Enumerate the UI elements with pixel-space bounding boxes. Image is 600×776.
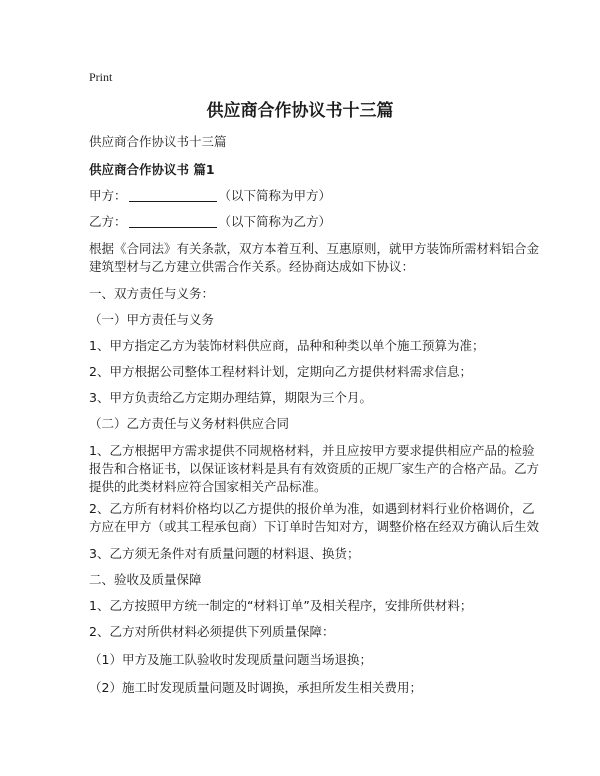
clause-b3: 3、乙方须无条件对有质量问题的材料退、换货； bbox=[89, 546, 360, 561]
party-a-suffix: （以下简称为甲方） bbox=[218, 188, 332, 203]
party-b-blank bbox=[129, 215, 217, 228]
clause-b2-line-1: 2、乙方所有材料价格均以乙方提供的报价单为准，如遇到材料行业价格调价，乙 bbox=[89, 501, 535, 516]
party-b-label: 乙方： bbox=[89, 214, 127, 229]
clause-c1: 1、乙方按照甲方统一制定的“材料订单”及相关程序，安排所供材料； bbox=[89, 598, 473, 613]
party-b-suffix: （以下简称为乙方） bbox=[218, 214, 332, 229]
clause-a1: 1、甲方指定乙方为装饰材料供应商，品种和种类以单个施工预算为准； bbox=[89, 338, 485, 353]
clause-b1-line-3: 提供的此类材料应符合国家相关产品标准。 bbox=[89, 479, 327, 494]
intro-paragraph bbox=[89, 240, 540, 276]
doc-subtitle: 供应商合作协议书十三篇 bbox=[89, 134, 227, 149]
party-a-label: 甲方： bbox=[89, 188, 127, 203]
clause-d1: （1）甲方及施工队验收时发现质量问题当场退换； bbox=[89, 652, 372, 667]
clause-b1-line-1: 1、乙方根据甲方需求提供不同规格材料，并且应按甲方要求提供相应产品的检验 bbox=[89, 443, 535, 458]
clause-b1-line-2: 报告和合格证书，以保证该材料是具有有效资质的正规厂家生产的合格产品。乙方 bbox=[89, 461, 540, 476]
section-1-heading: 一、双方责任与义务： bbox=[89, 286, 215, 301]
section-heading: 供应商合作协议书 篇1 bbox=[89, 162, 215, 177]
clause-c2: 2、乙方对所供材料必须提供下列质量保障： bbox=[89, 624, 335, 639]
print-link[interactable]: Print bbox=[89, 70, 113, 84]
intro-line-1: 根据《合同法》有关条款，双方本着互利、互惠原则，就甲方装饰所需材料铝合金 bbox=[89, 241, 540, 256]
page-title: 供应商合作协议书十三篇 bbox=[206, 101, 394, 121]
section-2-heading: 二、验收及质量保障 bbox=[89, 572, 202, 587]
clause-a3: 3、甲方负责给乙方定期办理结算，期限为三个月。 bbox=[89, 390, 372, 405]
section-1-2-heading: （二）乙方责任与义务材料供应合同 bbox=[89, 416, 290, 431]
party-a-line bbox=[89, 188, 331, 204]
clause-b1 bbox=[89, 442, 540, 496]
clause-a2: 2、甲方根据公司整体工程材料计划，定期向乙方提供材料需求信息； bbox=[89, 364, 472, 379]
clause-b2-line-2: 方应在甲方（或其工程承包商）下订单时告知对方，调整价格在经双方确认后生效 bbox=[89, 519, 540, 534]
intro-line-2: 建筑型材与乙方建立供需合作关系。经协商达成如下协议： bbox=[89, 259, 415, 274]
clause-b2 bbox=[89, 500, 540, 536]
party-b-line bbox=[89, 214, 331, 230]
clause-d2: （2）施工时发现质量问题及时调换，承担所发生相关费用； bbox=[89, 680, 422, 695]
section-1-1-heading: （一）甲方责任与义务 bbox=[89, 312, 215, 327]
party-a-blank bbox=[129, 189, 217, 202]
